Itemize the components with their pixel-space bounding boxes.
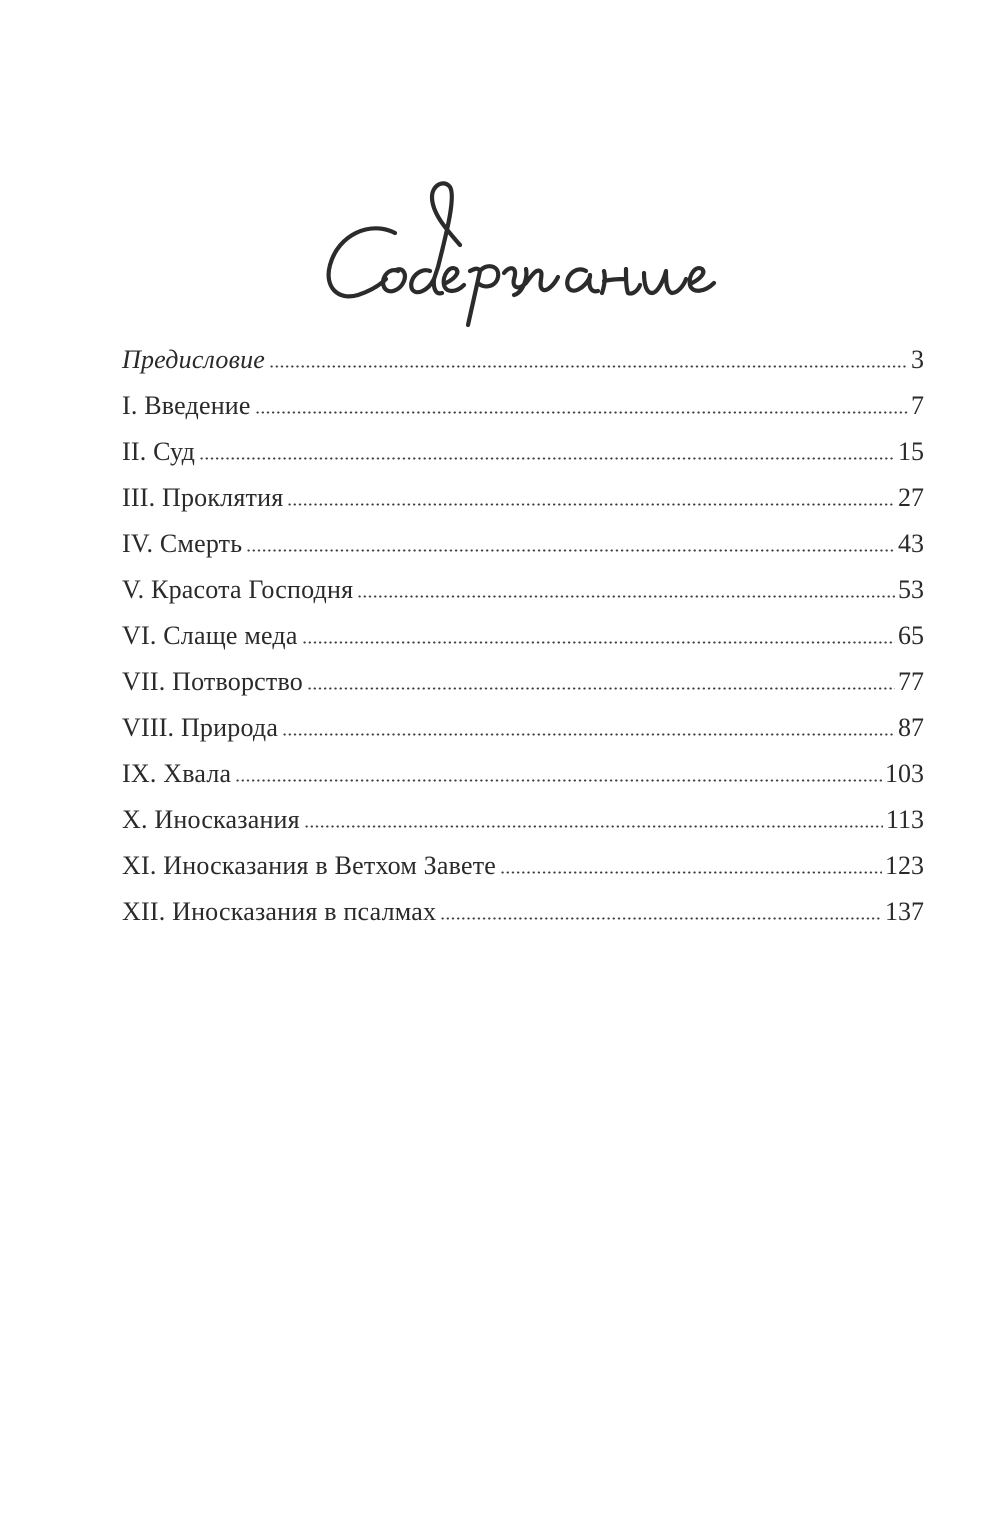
dot-leader — [302, 641, 895, 644]
toc-entry-label: I. Введение — [122, 391, 251, 420]
toc-entry-page-number: 77 — [898, 667, 924, 696]
toc-entry-page-number: 27 — [898, 483, 924, 512]
toc-entry-page-number: 43 — [898, 529, 924, 558]
toc-entry-label: XI. Иносказания в Ветхом Завете — [122, 851, 497, 880]
toc-entry-label: IV. Смерть — [122, 529, 243, 558]
toc-entry-label: XII. Иносказания в псалмах — [122, 897, 437, 926]
dot-leader — [440, 917, 882, 920]
dot-leader — [269, 365, 908, 368]
toc-entry-page-number: 103 — [885, 759, 924, 788]
toc-entry-label: VI. Слаще меда — [122, 621, 298, 650]
toc-entry-label: V. Красота Господня — [122, 575, 354, 604]
toc-entry-label: Предисловие — [122, 345, 266, 374]
toc-entry[interactable] — [122, 797, 924, 843]
toc-entry[interactable] — [122, 705, 924, 751]
dot-leader — [500, 871, 882, 874]
toc-entry-page-number: 7 — [911, 391, 924, 420]
toc-entry-page-number: 113 — [885, 805, 924, 834]
toc-entry-page-number: 3 — [911, 345, 924, 374]
toc-entry[interactable] — [122, 751, 924, 797]
dot-leader — [304, 825, 883, 828]
toc-entry-label: X. Иносказания — [122, 805, 300, 834]
toc-entry[interactable] — [122, 521, 924, 567]
toc-entry-page-number: 15 — [898, 437, 924, 466]
toc-entry[interactable] — [122, 659, 924, 705]
toc-entry-label: VIII. Природа — [122, 713, 279, 742]
toc-entry[interactable] — [122, 337, 924, 383]
dot-leader — [307, 687, 895, 690]
toc-entry[interactable] — [122, 889, 924, 935]
toc-entry-label: VII. Потворство — [122, 667, 303, 696]
toc-entry-page-number: 53 — [898, 575, 924, 604]
toc-entry-label: II. Суд — [122, 437, 196, 466]
dot-leader — [287, 503, 895, 506]
dot-leader — [246, 549, 895, 552]
dot-leader — [235, 779, 882, 782]
page-title — [300, 175, 760, 345]
toc-entry[interactable] — [122, 613, 924, 659]
script-title-lettering — [300, 175, 760, 345]
table-of-contents — [122, 337, 924, 935]
dot-leader — [255, 411, 908, 414]
dot-leader — [282, 733, 895, 736]
dot-leader — [199, 457, 895, 460]
toc-entry[interactable] — [122, 475, 924, 521]
toc-entry-label: IX. Хвала — [122, 759, 232, 788]
toc-entry-page-number: 137 — [885, 897, 924, 926]
toc-entry[interactable] — [122, 429, 924, 475]
toc-entry-page-number: 123 — [885, 851, 924, 880]
toc-entry[interactable] — [122, 567, 924, 613]
toc-entry-label: III. Проклятия — [122, 483, 284, 512]
toc-entry[interactable] — [122, 383, 924, 429]
toc-entry-page-number: 87 — [898, 713, 924, 742]
dot-leader — [357, 595, 895, 598]
toc-entry[interactable] — [122, 843, 924, 889]
toc-entry-page-number: 65 — [898, 621, 924, 650]
